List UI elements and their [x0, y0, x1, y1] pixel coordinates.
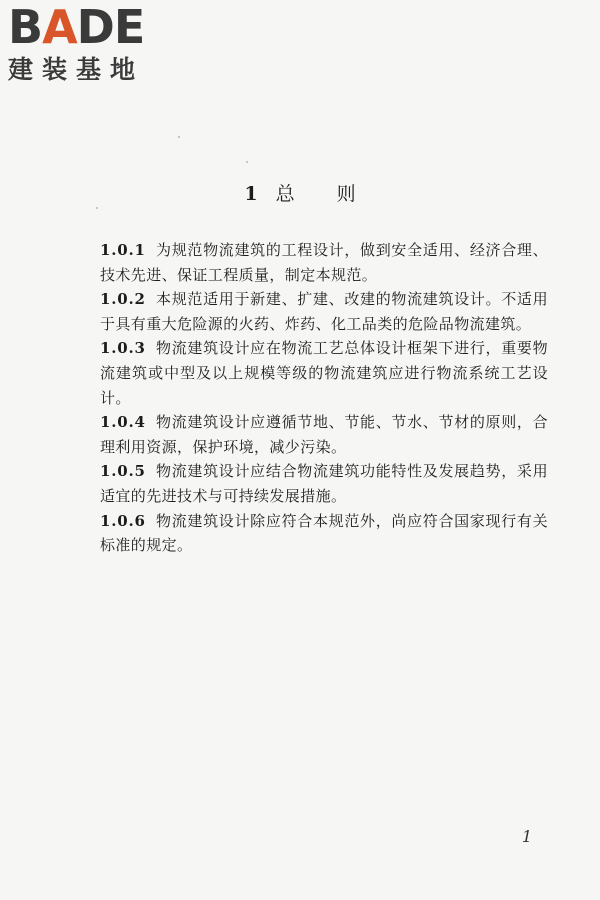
scan-speck [178, 136, 180, 138]
clause-1-0-4 [100, 410, 548, 459]
clause-number: 1.0.1 [100, 241, 146, 259]
clause-number: 1.0.3 [100, 339, 146, 358]
chapter-title-part1: 总 [275, 183, 295, 205]
logo-subtitle: 建装基地 [8, 55, 145, 84]
chapter-body [100, 238, 548, 558]
bade-logo [8, 0, 178, 86]
clause-number: 1.0.5 [100, 462, 146, 481]
clause-1-0-1 [100, 238, 548, 287]
scan-speck [246, 161, 248, 163]
clause-text: 为规范物流建筑的工程设计，做到安全适用、经济合理、技术先进、保证工程质量，制定本规范。 [100, 241, 548, 284]
logo-wordmark [8, 0, 145, 54]
clause-1-0-3 [100, 336, 548, 410]
clause-text: 物流建筑设计除应符合本规范外，尚应符合国家现行有关标准的规定。 [100, 511, 548, 555]
chapter-title-part2: 则 [336, 183, 356, 205]
clause-text: 物流建筑设计应在物流工艺总体设计框架下进行，重要物流建筑或中型及以上规模等级的物流建筑应进行物流系统工艺设计。 [100, 339, 548, 407]
page-number: 1 [521, 827, 532, 846]
clause-text: 本规范适用于新建、扩建、改建的物流建筑设计。不适用于具有重大危险源的火药、炸药、化工品类的危险品物流建筑。 [100, 290, 548, 333]
clause-number: 1.0.6 [100, 511, 146, 530]
chapter-title [0, 180, 600, 208]
clause-number: 1.0.2 [100, 290, 146, 309]
clause-1-0-6 [100, 509, 548, 558]
clause-text: 物流建筑设计应遵循节地、节能、节水、节材的原则，合理利用资源，保护环境，减少污染。 [100, 413, 548, 456]
chapter-number: 1 [244, 183, 258, 205]
logo-letter-a: A [42, 0, 77, 54]
clause-text: 物流建筑设计应结合物流建筑功能特性及发展趋势，采用适宜的先进技术与可持续发展措施。 [100, 462, 548, 505]
logo-letters-de: DE [76, 0, 145, 54]
clause-1-0-5 [100, 459, 548, 508]
clause-1-0-2 [100, 287, 548, 336]
logo-letter-b: B [8, 0, 43, 54]
clause-number: 1.0.4 [100, 413, 146, 432]
